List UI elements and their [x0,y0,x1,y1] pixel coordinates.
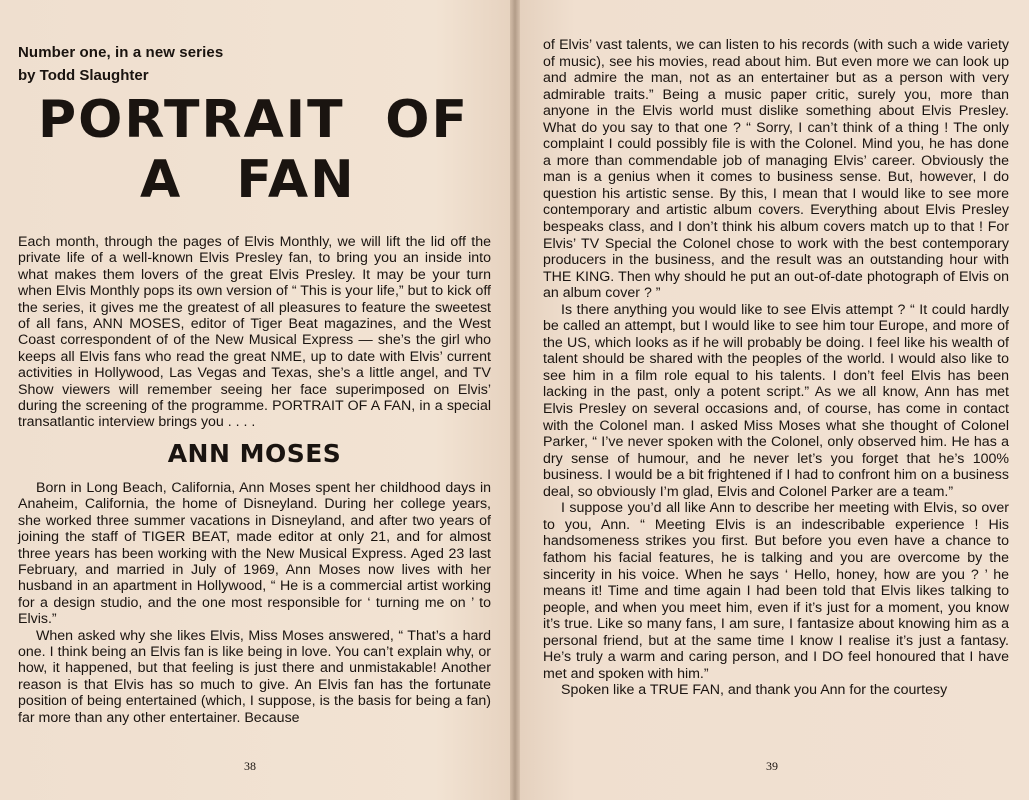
byline: by Todd Slaughter [18,67,149,84]
body-paragraph: I suppose you’d all like Ann to describe her meeting with Elvis, so over to you, Ann. “ Meeting Elvis is an indescribable experience ! His handsomeness strikes you first. But before you even have a chance to fathom his facial features, he is talking and you are overcome by the sincerity in his voice. When he says ‘ Hello, honey, how are you ? ’ he means it! Time and time again I had been told that Elvis likes talking to people, and when you meet him, even if it’s just for a moment, you know it’s true. Like so many fans, I am sure, I fantasize about knowing him as a personal friend, but at the same time I know I realise it’s just a fantasy. He’s truly a warm and caring person, and I DO feel honoured that I have met and spoken with him.” [543,500,1009,682]
body-paragraph: Spoken like a TRUE FAN, and thank you Ann for the courtesy [561,682,948,699]
article-headline [18,90,491,210]
right-body-text [543,37,1009,699]
headline-line-2: A FAN [140,150,356,210]
body-paragraph: of Elvis’ vast talents, we can listen to his records (with such a wide variety of music), see his movies, read about him. But even more we can look up and admire the man, not as an entertainer but as a person with very admirable traits.” Being a music paper critic, surely you, more than anyone in the Elvis world must dislike something about Elvis Presley. What do you say to that one ? “ Sorry, I can’t think of a thing ! The only complaint I could possibly file is with the Colonel. Mind you, he has done a more than commendable job of managing Elvis’ career. Obviously the man is a genius when it comes to business sense. But, however, I do question his artistic sense. By this, I mean that I would like to see more contemporary and artistic album covers. Everything about Elvis Presley bespeaks class, and I don’t think his album covers match up to that ! For Elvis’ TV Special the Colonel chose to work with the best contemporary producers in the business, and the result was an outstanding hour with THE KING. Then why should he put an out-of-date photograph of Elvis on an album cover ? ” [543,37,1009,302]
body-paragraph: Born in Long Beach, California, Ann Moses spent her childhood days in Anaheim, California, the home of Disneyland. During her college years, she worked three summer vacations in Disneyland, and after two years of joining the staff of TIGER BEAT, made editor at only 21, and for almost three years has been working with the New Musical Express. Aged 23 last February, and married in July of 1969, Ann Moses now lives with her husband in an apartment in Hollywood, “ He is a commercial artist working for a design studio, and the one most responsible for ‘ turning me on ’ to Elvis.” [18,479,491,628]
page-number-left: 38 [244,759,256,773]
intro-paragraph [18,234,491,431]
page-gutter [510,0,520,800]
series-kicker: Number one, in a new series [18,44,224,61]
body-paragraph: Is there anything you would like to see Elvis attempt ? “ It could hardly be called an attempt, but I would like to see him tour Europe, and more of the US, which looks as if he will probably be doing. I feel like his wealth of talent should be shared with the peoples of the world. I would also like to see him in a film role equal to his talents. I don’t feel Elvis has been lacking in the past, only a potent script.” As we all know, Ann has met Elvis Presley on several occasions and, of course, has come in contact with the Colonel man. I asked Miss Moses what she thought of Colonel Parker, “ I’ve never spoken with the Colonel, only observed him. He has a dry sense of humour, and he never let’s you forget that he’s 100% business. I would be a bit frightened if I had to confront him on a business deal, so obviously I’m glad, Elvis and Colonel Parker are a team.” [543,301,1009,500]
headline-word-of: OF [385,90,469,150]
page-number-right: 39 [766,759,778,773]
intro-text: Each month, through the pages of Elvis Monthly, we will lift the lid off the private life of a well-known Elvis Presley fan, to bring you an inside into what makes them lovers of the great Elvis Presley. It may be your turn when Elvis Monthly pops its own version of “ This is your life,” but to kick off the series, it gives me the greatest of all pleasures to feature the sweetest of all fans, ANN MOSES, editor of Tiger Beat magazines, and the West Coast correspondent of of the New Musical Express — she’s the girl who keeps all Elvis fans who read the great NME, up to date with Elvis’ current activities in Hollywood, Las Vegas and Texas, she’s a little angel, and TV Show viewers will remember seeing her face superimposed on Elvis’ during the screening of the programme. PORTRAIT OF A FAN, in a special transatlantic interview brings you . . . . [18,234,491,431]
left-body-text [18,480,491,726]
right-page [513,0,1029,800]
body-paragraph: When asked why she likes Elvis, Miss Moses answered, “ That’s a hard one. I think being an Elvis fan is like being in love. You can’t explain why, or how, it happened, but that feeling is just there and unmistakable! Another reason is that Elvis has so much to give. An Elvis fan has the fortunate position of being entertained (which, I suppose, is the basis for being a fan) far more than any other entertainer. Because [18,627,491,726]
subject-name-heading: ANN MOSES [167,438,342,468]
left-page [0,0,513,800]
headline-word-portrait: PORTRAIT [38,90,345,150]
